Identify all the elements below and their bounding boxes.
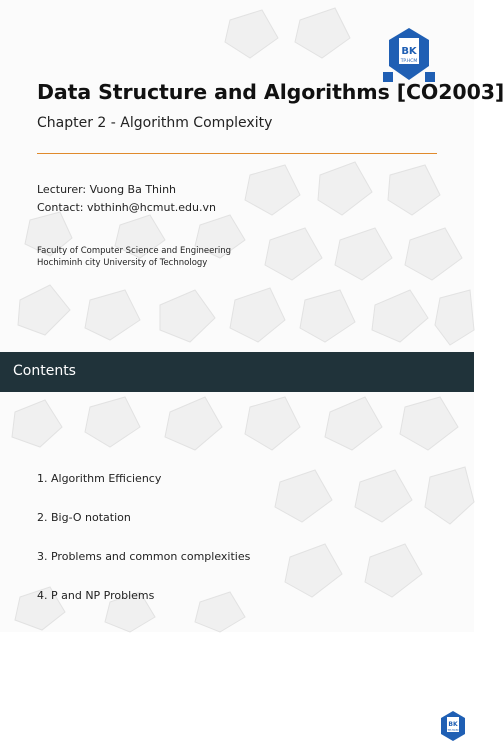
bk-logo-small: [437, 710, 469, 742]
university-line: Hochiminh city University of Technology: [37, 258, 208, 268]
logo-small-text-top: BK: [448, 721, 458, 728]
lecturer-line: Lecturer: Vuong Ba Thinh: [37, 183, 177, 196]
slide-header-title: Contents: [13, 363, 76, 379]
logo-text-top: BK: [401, 46, 417, 57]
faculty-line: Faculty of Computer Science and Engineering: [37, 246, 232, 256]
logo-text-bottom: TP.HCM: [400, 59, 418, 64]
toc-item: 4. P and NP Problems: [37, 589, 155, 602]
contact-line: Contact: vbthinh@hcmut.edu.vn: [37, 201, 216, 214]
toc-item: 2. Big-O notation: [37, 511, 131, 524]
toc-item: 3. Problems and common complexities: [37, 550, 251, 563]
logo-small-text-bottom: TP.HCM: [447, 728, 459, 732]
toc-item: 1. Algorithm Efficiency: [37, 472, 162, 485]
title-divider: [37, 153, 437, 154]
bk-logo: [381, 26, 437, 82]
title-slide: [0, 0, 504, 352]
slide-subtitle: Chapter 2 - Algorithm Complexity: [37, 115, 273, 131]
slide-title: Data Structure and Algorithms [CO2003]: [37, 80, 504, 104]
contents-slide: [0, 352, 474, 732]
slide-header-bar: [0, 352, 474, 392]
